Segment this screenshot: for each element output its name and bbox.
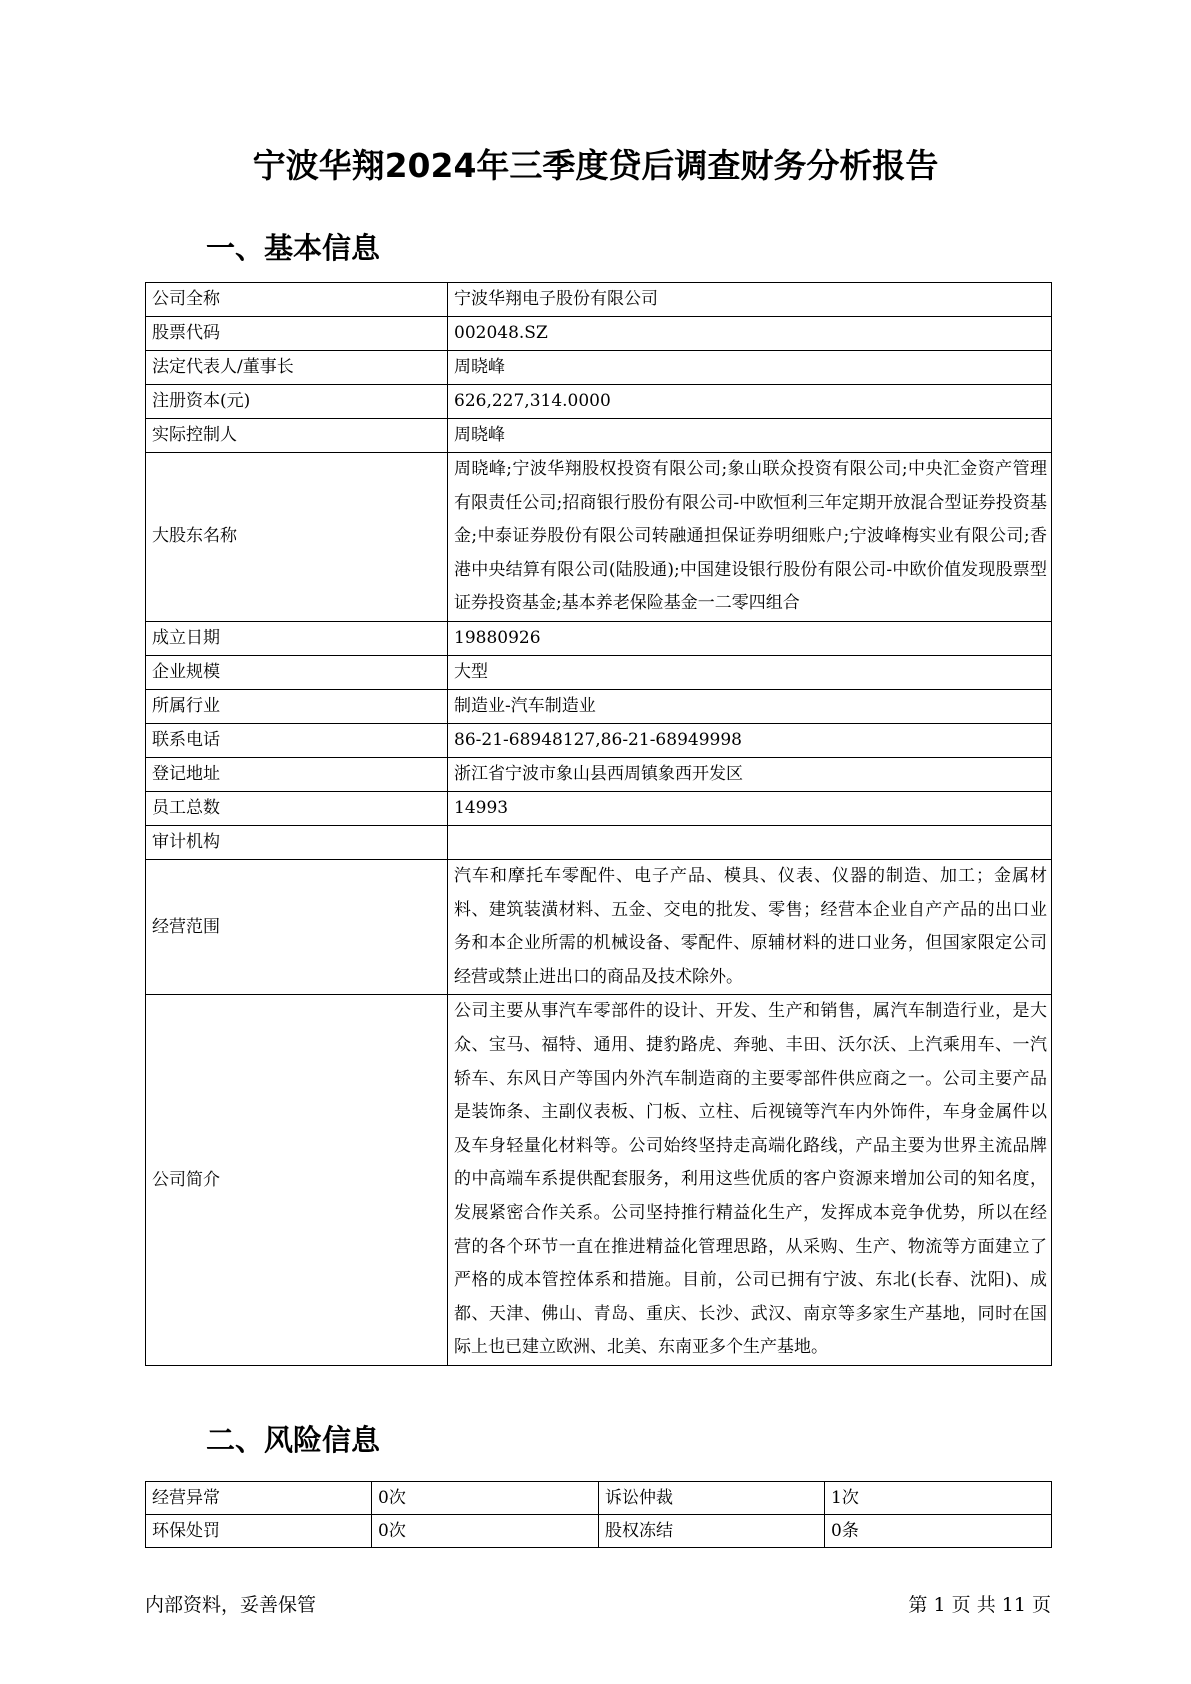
row-value: 86-21-68948127,86-21-68949998 (448, 723, 1052, 757)
total-pages: 11 (1001, 1594, 1026, 1616)
risk-label: 诉讼仲裁 (599, 1482, 825, 1515)
row-value: 周晓峰;宁波华翔股权投资有限公司;象山联众投资有限公司;中央汇金资产管理有限责任公司;招商银行股份有限公司-中欧恒利三年定期开放混合型证券投资基金;中泰证券股份有限公司转融通担保证券明细账户;宁波峰梅实业有限公司;香港中央结算有限公司(陆股通);中国建设银行股份有限公司-中欧价值发现股票型证券投资基金;基本养老保险基金一二零四组合 (448, 453, 1052, 622)
table-row (146, 859, 1052, 994)
table-row (146, 791, 1052, 825)
table-row (146, 723, 1052, 757)
row-value: 19880926 (448, 621, 1052, 655)
row-value: 14993 (448, 791, 1052, 825)
current-page: 1 (933, 1594, 946, 1616)
row-value: 浙江省宁波市象山县西周镇象西开发区 (448, 757, 1052, 791)
table-row (146, 1515, 1052, 1548)
report-title: 宁波华翔2024年三季度贷后调查财务分析报告 (252, 146, 939, 185)
row-label: 员工总数 (146, 791, 448, 825)
risk-label: 环保处罚 (146, 1515, 372, 1548)
risk-value: 0条 (825, 1515, 1052, 1548)
row-label: 登记地址 (146, 757, 448, 791)
row-value: 公司主要从事汽车零部件的设计、开发、生产和销售，属汽车制造行业，是大众、宝马、福特、通用、捷豹路虎、奔驰、丰田、沃尔沃、上汽乘用车、一汽轿车、东风日产等国内外汽车制造商的主要零部件供应商之一。公司主要产品是装饰条、主副仪表板、门板、立柱、后视镜等汽车内外饰件，车身金属件以及车身轻量化材料等。公司始终坚持走高端化路线，产品主要为世界主流品牌的中高端车系提供配套服务，利用这些优质的客户资源来增加公司的知名度，发展紧密合作关系。公司坚持推行精益化生产，发挥成本竞争优势，所以在经营的各个环节一直在推进精益化管理思路，从采购、生产、物流等方面建立了严格的成本管控体系和措施。目前，公司已拥有宁波、东北(长春、沈阳)、成都、天津、佛山、青岛、重庆、长沙、武汉、南京等多家生产基地，同时在国际上也已建立欧洲、北美、东南亚多个生产基地。 (448, 995, 1052, 1366)
total-prefix: 共 (976, 1594, 996, 1616)
table-row (146, 385, 1052, 419)
row-value (448, 825, 1052, 859)
footer-page-number (908, 1592, 1051, 1618)
row-label: 经营范围 (146, 859, 448, 994)
risk-label: 经营异常 (146, 1482, 372, 1515)
footer-confidential-note: 内部资料，妥善保管 (145, 1594, 317, 1616)
row-label: 大股东名称 (146, 453, 448, 622)
row-value: 制造业-汽车制造业 (448, 689, 1052, 723)
section-risk-info-heading: 二、风险信息 (206, 1423, 381, 1457)
row-label: 注册资本(元) (146, 385, 448, 419)
row-label: 审计机构 (146, 825, 448, 859)
table-row (146, 995, 1052, 1366)
total-suffix: 页 (1031, 1594, 1051, 1616)
risk-label: 股权冻结 (599, 1515, 825, 1548)
row-label: 股票代码 (146, 317, 448, 351)
table-row (146, 317, 1052, 351)
row-label: 联系电话 (146, 723, 448, 757)
table-row (146, 453, 1052, 622)
row-value: 汽车和摩托车零配件、电子产品、模具、仪表、仪器的制造、加工；金属材料、建筑装潢材料、五金、交电的批发、零售；经营本企业自产产品的出口业务和本企业所需的机械设备、零配件、原辅材料的进口业务，但国家限定公司经营或禁止进出口的商品及技术除外。 (448, 859, 1052, 994)
table-row (146, 825, 1052, 859)
row-label: 所属行业 (146, 689, 448, 723)
row-value: 002048.SZ (448, 317, 1052, 351)
row-label: 成立日期 (146, 621, 448, 655)
row-label: 公司简介 (146, 995, 448, 1366)
row-label: 实际控制人 (146, 419, 448, 453)
table-row (146, 655, 1052, 689)
section-basic-info-heading: 一、基本信息 (206, 231, 381, 265)
page-prefix: 第 (908, 1594, 928, 1616)
table-row (146, 689, 1052, 723)
row-value: 大型 (448, 655, 1052, 689)
risk-value: 1次 (825, 1482, 1052, 1515)
table-row (146, 757, 1052, 791)
page-mid: 页 (951, 1594, 971, 1616)
table-row (146, 621, 1052, 655)
row-value: 626,227,314.0000 (448, 385, 1052, 419)
table-row (146, 419, 1052, 453)
basic-info-table (145, 282, 1052, 1366)
risk-value: 0次 (372, 1515, 599, 1548)
risk-info-table (145, 1481, 1052, 1548)
row-label: 公司全称 (146, 283, 448, 317)
row-value: 宁波华翔电子股份有限公司 (448, 283, 1052, 317)
row-label: 企业规模 (146, 655, 448, 689)
row-value: 周晓峰 (448, 419, 1052, 453)
row-label: 法定代表人/董事长 (146, 351, 448, 385)
row-value: 周晓峰 (448, 351, 1052, 385)
risk-value: 0次 (372, 1482, 599, 1515)
table-row (146, 351, 1052, 385)
table-row (146, 283, 1052, 317)
table-row (146, 1482, 1052, 1515)
